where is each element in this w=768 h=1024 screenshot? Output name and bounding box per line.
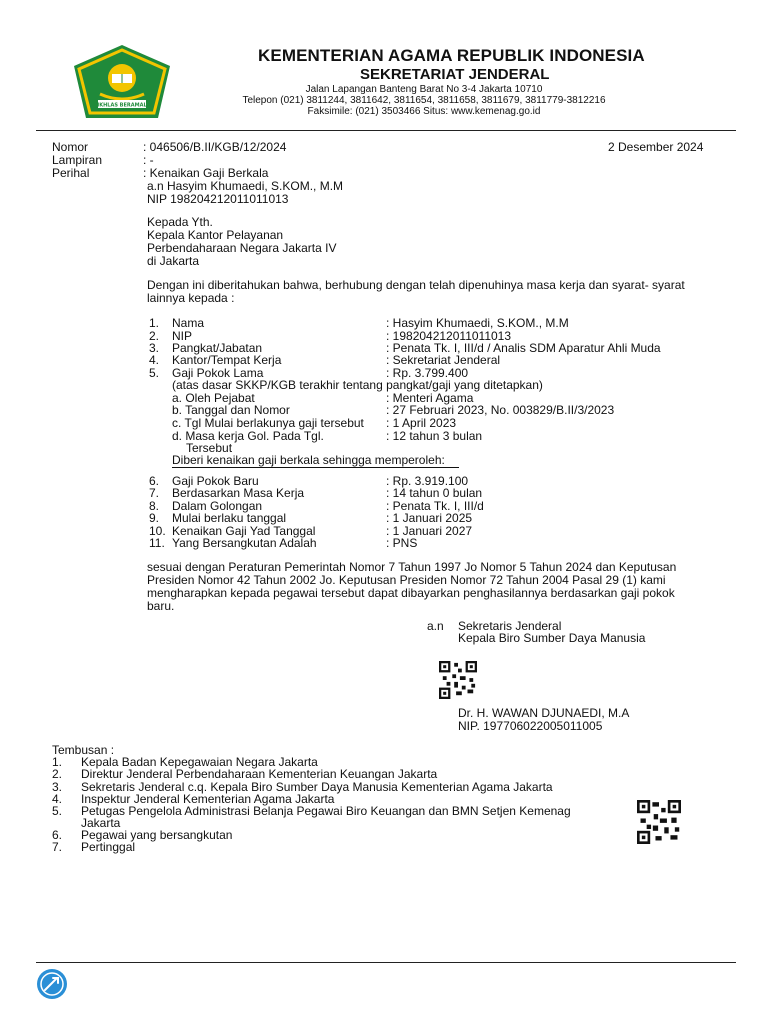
sub-item-value: : Menteri Agama: [386, 391, 474, 405]
perihal-nip: NIP 198204212011011013: [147, 192, 289, 206]
item-label: Dalam Golongan: [172, 499, 263, 513]
item-label: Kenaikan Gaji Yad Tanggal: [172, 524, 316, 538]
item-number: 7.: [149, 486, 160, 500]
sub-item-value: : 27 Februari 2023, No. 003829/B.II/3/2023: [386, 403, 615, 417]
tembusan-item: Kepala Badan Kepegawaian Negara Jakarta: [81, 755, 318, 769]
closing-text: mengharapkan kepada pegawai tersebut dapat dibayarkan penghasilannya berdasarkan gaji pokok: [147, 586, 675, 600]
item-value: : 1 Januari 2027: [386, 524, 473, 538]
closing-text: sesuai dengan Peraturan Pemerintah Nomor 7 Tahun 1997 Jo Nomor 5 Tahun 2024 dan Keputusan: [147, 560, 677, 574]
lampiran-label: Lampiran: [52, 153, 103, 167]
logo-motto: IKHLAS BERAMAL: [97, 102, 147, 109]
footer-divider: [36, 962, 736, 963]
tembusan-item: Sekretaris Jenderal c.q. Kepala Biro Sumber Daya Manusia Kementerian Agama Jakarta: [81, 780, 553, 794]
sub-item-label: d. Masa kerja Gol. Pada Tgl.: [172, 429, 324, 443]
lampiran-value: : -: [143, 153, 154, 167]
item-number: 2.: [149, 329, 160, 343]
item-value: : 14 tahun 0 bulan: [386, 486, 483, 500]
tembusan-item-continuation: Jakarta: [81, 816, 121, 830]
sub-item-value: : 1 April 2023: [386, 416, 457, 430]
item-value: : 198204212011011013: [386, 329, 512, 343]
item-number: 10.: [149, 524, 166, 538]
nomor-value: : 046506/B.II/KGB/12/2024: [143, 140, 287, 154]
signature-role: Sekretaris Jenderal: [458, 619, 562, 633]
sub-item-label: c. Tgl Mulai berlakunya gaji tersebut: [172, 416, 364, 430]
item-label: Nama: [172, 316, 205, 330]
item-label: Gaji Pokok Lama: [172, 366, 264, 380]
recipient-line: di Jakarta: [147, 254, 200, 268]
sub-item-value: : 12 tahun 3 bulan: [386, 429, 483, 443]
address-line: Jalan Lapangan Banteng Barat No 3-4 Jakarta 10710: [305, 84, 543, 95]
document-qr-code: [636, 800, 682, 844]
basis-note: (atas dasar SKKP/KGB terakhir tentang pangkat/gaji yang ditetapkan): [172, 378, 543, 392]
item-label: Yang Bersangkutan Adalah: [172, 536, 317, 550]
item-number: 5.: [149, 366, 160, 380]
item-value: : Rp. 3.919.100: [386, 474, 469, 488]
signature-qr-code: [438, 661, 478, 699]
item-number: 6.: [149, 474, 160, 488]
kemenag-logo: [72, 44, 172, 120]
recipient-line: Kepada Yth.: [147, 215, 213, 229]
tembusan-item: Pertinggal: [81, 840, 136, 854]
tembusan-item: Inspektur Jenderal Kementerian Agama Jakarta: [81, 792, 335, 806]
sub-item-continuation: Tersebut: [186, 441, 233, 455]
item-number: 11.: [149, 536, 165, 550]
item-number: 3.: [149, 341, 160, 355]
perihal-value: : Kenaikan Gaji Berkala: [143, 166, 269, 180]
item-label: Kantor/Tempat Kerja: [172, 353, 282, 367]
recipient-line: Perbendaharaan Negara Jakarta IV: [147, 241, 337, 255]
unit-title: SEKRETARIAT JENDERAL: [360, 66, 550, 83]
tembusan-item: Petugas Pengelola Administrasi Belanja Pegawai Biro Keuangan dan BMN Setjen Kemenag: [81, 804, 571, 818]
intro-text: Dengan ini diberitahukan bahwa, berhubung dengan telah dipenuhinya masa kerja dan syarat- syarat: [147, 278, 685, 292]
letter-date: 2 Desember 2024: [608, 140, 704, 154]
sub-item-label: a. Oleh Pejabat: [172, 391, 255, 405]
tembusan-title: Tembusan :: [52, 743, 115, 757]
perihal-an: a.n Hasyim Khumaedi, S.KOM., M.M: [147, 179, 344, 193]
intro-text: lainnya kepada :: [147, 291, 235, 305]
sub-item-label: b. Tanggal dan Nomor: [172, 403, 290, 417]
fax-line: Faksimile: (021) 3503466 Situs: www.kemenag.go.id: [307, 106, 541, 117]
tembusan-number: 5.: [52, 804, 63, 818]
tembusan-number: 2.: [52, 767, 63, 781]
item-label: Pangkat/Jabatan: [172, 341, 263, 355]
tembusan-number: 1.: [52, 755, 63, 769]
raise-note-underline: [172, 467, 459, 468]
ministry-title: KEMENTERIAN AGAMA REPUBLIK INDONESIA: [258, 46, 645, 65]
phone-line: Telepon (021) 3811244, 3811642, 3811654, 3811658, 3811679, 3811779-3812216: [242, 95, 606, 106]
item-number: 8.: [149, 499, 160, 513]
item-label: Berdasarkan Masa Kerja: [172, 486, 305, 500]
verification-badge-icon: [36, 968, 68, 1000]
signature-role: Kepala Biro Sumber Daya Manusia: [458, 631, 646, 645]
item-value: : Sekretariat Jenderal: [386, 353, 501, 367]
nomor-label: Nomor: [52, 140, 89, 154]
tembusan-number: 7.: [52, 840, 63, 854]
item-value: : Rp. 3.799.400: [386, 366, 469, 380]
item-number: 1.: [149, 316, 160, 330]
tembusan-item: Pegawai yang bersangkutan: [81, 828, 233, 842]
item-number: 9.: [149, 511, 160, 525]
item-value: : Hasyim Khumaedi, S.KOM., M.M: [386, 316, 569, 330]
item-value: : PNS: [386, 536, 418, 550]
raise-note: Diberi kenaikan gaji berkala sehingga memperoleh:: [172, 453, 445, 467]
header-divider: [36, 130, 736, 131]
item-label: Gaji Pokok Baru: [172, 474, 259, 488]
tembusan-number: 6.: [52, 828, 63, 842]
item-value: : Penata Tk. I, III/d / Analis SDM Aparatur Ahli Muda: [386, 341, 661, 355]
tembusan-number: 3.: [52, 780, 63, 794]
closing-text: baru.: [147, 599, 175, 613]
item-value: : Penata Tk. I, III/d: [386, 499, 484, 513]
recipient-line: Kepala Kantor Pelayanan: [147, 228, 284, 242]
signature-an: a.n: [427, 619, 444, 633]
signatory-nip: NIP. 197706022005011005: [458, 719, 603, 733]
tembusan-number: 4.: [52, 792, 63, 806]
item-label: Mulai berlaku tanggal: [172, 511, 287, 525]
closing-text: Presiden Nomor 42 Tahun 2002 Jo. Keputusan Presiden Nomor 72 Tahun 2004 Pasal 29 (1) kami: [147, 573, 666, 587]
item-label: NIP: [172, 329, 193, 343]
item-number: 4.: [149, 353, 160, 367]
tembusan-item: Direktur Jenderal Perbendaharaan Kementerian Keuangan Jakarta: [81, 767, 438, 781]
perihal-label: Perihal: [52, 166, 90, 180]
signatory-name: Dr. H. WAWAN DJUNAEDI, M.A: [458, 706, 630, 720]
item-value: : 1 Januari 2025: [386, 511, 473, 525]
